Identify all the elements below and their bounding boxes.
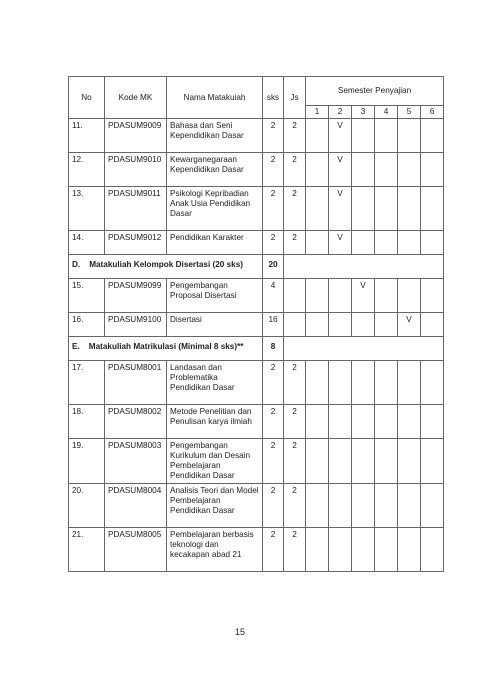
cell-js: 2 [284,405,306,439]
cell-sks: 2 [263,187,284,231]
cell-kode: PDASUM9099 [105,279,167,313]
cell-semester-1 [306,361,329,405]
cell-js: 2 [284,153,306,187]
cell-semester-5 [398,361,421,405]
section-title-cell [69,337,263,361]
cell-no: 16. [69,313,105,337]
section-sks: 20 [263,255,284,279]
cell-semester-2: V [329,119,352,153]
cell-kode: PDASUM8003 [105,439,167,484]
header-nama: Nama Matakuiah [167,77,263,119]
cell-semester-5 [398,153,421,187]
table-row [69,231,444,255]
header-no: No [69,77,105,119]
cell-no: 13. [69,187,105,231]
header-sks: sks [263,77,284,119]
cell-kode: PDASUM9012 [105,231,167,255]
cell-semester-4 [375,187,398,231]
table-row [69,439,444,484]
cell-semester-5 [398,528,421,572]
cell-semester-6 [421,528,444,572]
table-row [69,484,444,528]
cell-semester-4 [375,484,398,528]
cell-nama: Pengembangan Kurikulum dan Desain Pembelajaran Pendidikan Dasar [167,439,263,484]
cell-semester-1 [306,405,329,439]
cell-nama: Psikologi Kepribadian Anak Usia Pendidikan Dasar [167,187,263,231]
cell-no: 12. [69,153,105,187]
cell-semester-2 [329,361,352,405]
cell-nama: Pendidikan Karakter [167,231,263,255]
cell-semester-3 [352,405,375,439]
cell-semester-1 [306,528,329,572]
cell-sks: 2 [263,439,284,484]
cell-no: 11. [69,119,105,153]
cell-semester-5 [398,439,421,484]
header-semester-6: 6 [421,106,444,119]
cell-nama: Bahasa dan Seni Kependidikan Dasar [167,119,263,153]
cell-sks: 2 [263,231,284,255]
curriculum-table [68,76,444,572]
section-filler [284,337,444,361]
cell-semester-1 [306,153,329,187]
cell-semester-3 [352,484,375,528]
cell-semester-3 [352,439,375,484]
cell-sks: 2 [263,153,284,187]
cell-nama: Kewarganegaraan Kependidikan Dasar [167,153,263,187]
cell-semester-3 [352,313,375,337]
cell-kode: PDASUM8002 [105,405,167,439]
cell-semester-5 [398,119,421,153]
header-semester-2: 2 [329,106,352,119]
section-label: E. [72,342,80,351]
section-title-cell [69,255,263,279]
cell-semester-3 [352,187,375,231]
header-semester-3: 3 [352,106,375,119]
cell-sks: 2 [263,361,284,405]
cell-semester-6 [421,187,444,231]
cell-sks: 2 [263,484,284,528]
cell-sks: 2 [263,405,284,439]
cell-no: 15. [69,279,105,313]
cell-semester-3 [352,231,375,255]
cell-js: 2 [284,231,306,255]
cell-semester-5 [398,279,421,313]
section-title: Matakuliah Matrikulasi (Minimal 8 sks)** [88,342,244,351]
cell-kode: PDASUM8005 [105,528,167,572]
cell-semester-6 [421,405,444,439]
cell-semester-4 [375,528,398,572]
cell-semester-2 [329,313,352,337]
section-row [69,337,444,361]
header-semester-1: 1 [306,106,329,119]
header-kode: Kode MK [105,77,167,119]
cell-semester-2: V [329,153,352,187]
header-semester-5: 5 [398,106,421,119]
cell-semester-6 [421,313,444,337]
cell-kode: PDASUM9010 [105,153,167,187]
cell-js: 2 [284,187,306,231]
cell-js: 2 [284,484,306,528]
header-semester: Semester Penyajian [306,77,444,106]
cell-js: 2 [284,528,306,572]
cell-semester-3 [352,528,375,572]
section-sks: 8 [263,337,284,361]
cell-semester-1 [306,484,329,528]
cell-js: 2 [284,119,306,153]
page-number: 15 [234,627,245,637]
cell-semester-1 [306,313,329,337]
cell-semester-1 [306,119,329,153]
cell-no: 21. [69,528,105,572]
cell-nama: Analisis Teori dan Model Pembelajaran Pendidikan Dasar [167,484,263,528]
cell-semester-2 [329,528,352,572]
cell-kode: PDASUM9100 [105,313,167,337]
cell-no: 18. [69,405,105,439]
cell-semester-4 [375,119,398,153]
table-row [69,313,444,337]
cell-js [284,279,306,313]
table-row [69,187,444,231]
cell-semester-3 [352,361,375,405]
cell-semester-5 [398,405,421,439]
cell-semester-6 [421,439,444,484]
header-js: Js [284,77,306,119]
cell-semester-4 [375,361,398,405]
table-row [69,528,444,572]
cell-nama: Metode Penelitian dan Penulisan karya ilmiah [167,405,263,439]
table-row [69,405,444,439]
cell-semester-5 [398,231,421,255]
cell-no: 17. [69,361,105,405]
cell-no: 20. [69,484,105,528]
cell-sks: 2 [263,528,284,572]
cell-semester-2 [329,484,352,528]
table-row [69,279,444,313]
cell-nama: Disertasi [167,313,263,337]
cell-kode: PDASUM9009 [105,119,167,153]
cell-semester-5: V [398,313,421,337]
cell-semester-2 [329,279,352,313]
cell-no: 19. [69,439,105,484]
cell-kode: PDASUM9011 [105,187,167,231]
table-body [69,119,444,572]
cell-semester-6 [421,119,444,153]
cell-semester-2: V [329,187,352,231]
cell-semester-5 [398,187,421,231]
table-row [69,361,444,405]
cell-semester-5 [398,484,421,528]
cell-semester-2: V [329,231,352,255]
cell-no: 14. [69,231,105,255]
cell-sks: 4 [263,279,284,313]
cell-semester-6 [421,231,444,255]
section-filler [284,255,444,279]
cell-js: 2 [284,361,306,405]
cell-semester-1 [306,279,329,313]
header-semester-4: 4 [375,106,398,119]
section-label: D. [72,260,81,269]
cell-semester-4 [375,279,398,313]
cell-semester-2 [329,439,352,484]
cell-semester-6 [421,153,444,187]
cell-semester-3 [352,153,375,187]
table-row [69,153,444,187]
cell-semester-6 [421,361,444,405]
cell-semester-1 [306,187,329,231]
cell-semester-4 [375,439,398,484]
cell-semester-4 [375,405,398,439]
cell-semester-6 [421,484,444,528]
table-row [69,119,444,153]
cell-semester-4 [375,313,398,337]
section-row [69,255,444,279]
cell-semester-1 [306,231,329,255]
cell-js: 2 [284,439,306,484]
cell-nama: Pembelajaran berbasis teknologi dan kecakapan abad 21 [167,528,263,572]
cell-semester-1 [306,439,329,484]
cell-semester-4 [375,153,398,187]
cell-semester-4 [375,231,398,255]
cell-nama: Landasan dan Problematika Pendidikan Dasar [167,361,263,405]
cell-nama: Pengembangan Proposal Disertasi [167,279,263,313]
cell-semester-2 [329,405,352,439]
cell-sks: 2 [263,119,284,153]
cell-kode: PDASUM8001 [105,361,167,405]
cell-semester-3: V [352,279,375,313]
cell-semester-3 [352,119,375,153]
cell-kode: PDASUM8004 [105,484,167,528]
cell-semester-6 [421,279,444,313]
section-title: Matakuliah Kelompok Disertasi (20 sks) [89,260,243,269]
cell-sks: 16 [263,313,284,337]
cell-js [284,313,306,337]
